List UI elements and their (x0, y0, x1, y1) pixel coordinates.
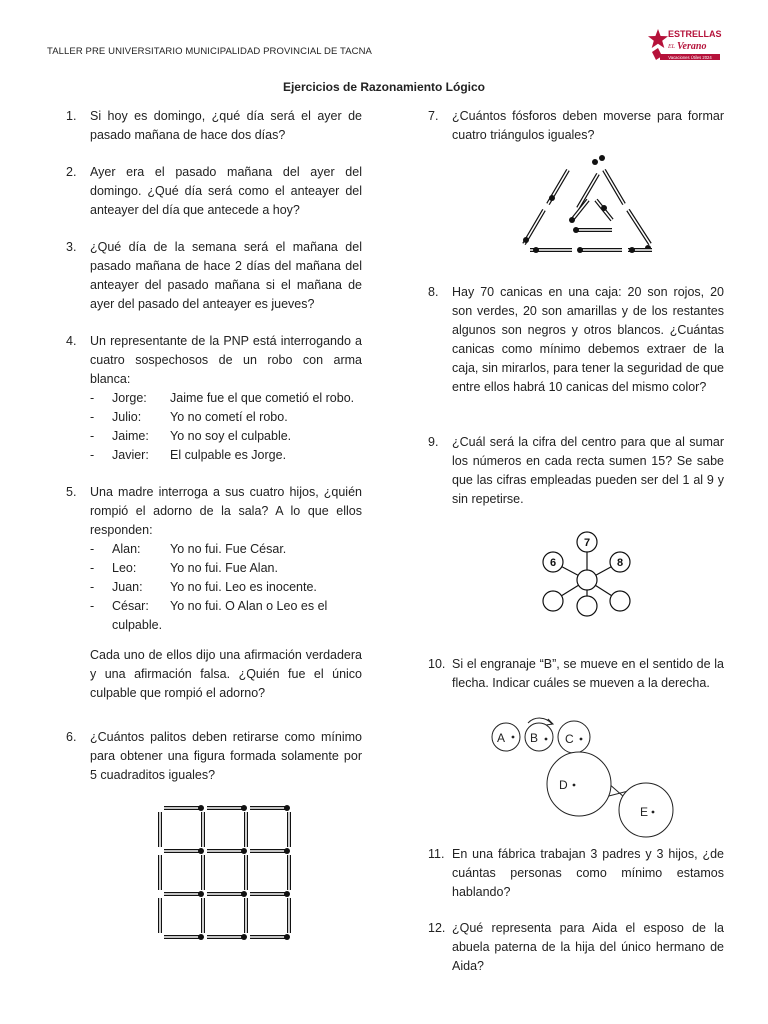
gear-c-label: C (565, 732, 574, 746)
matchstick (207, 805, 247, 811)
matchstick (207, 848, 247, 854)
matchstick (164, 891, 204, 897)
logo-line3: Vacaciones Útiles 2024 (668, 54, 712, 60)
matchstick (164, 934, 204, 940)
statement: - César: Yo no fui. O Alan o Leo es el culpable. (90, 599, 328, 632)
statement: - Javier: El culpable es Jorge. (90, 448, 287, 462)
number-star-figure (535, 528, 637, 618)
matchstick-grid-figure (150, 800, 300, 950)
question-text: Ayer era el pasado mañana del ayer del domingo. ¿Qué día será como el anteayer del anteayer del día que antecede a hoy? (90, 165, 362, 217)
statement: - Jaime: Yo no soy el culpable. (90, 429, 292, 443)
page-title: Ejercicios de Razonamiento Lógico (282, 80, 486, 94)
question-4 (66, 332, 362, 465)
question-text: ¿Cuál será la cifra del centro para que al sumar los números en cada recta sumen 15? Se sabe que las cifras empleadas pueden ser del 1 al 9 y sin repetirse. (452, 435, 724, 506)
question-6 (66, 728, 362, 785)
matchstick (250, 891, 290, 897)
question-number: 1. (66, 109, 77, 123)
question-number: 7. (428, 109, 439, 123)
question-number: 3. (66, 240, 77, 254)
question-text: Una madre interroga a sus cuatro hijos, ¿quién rompió el adorno de la sala? A lo que ellos responden: (90, 485, 362, 537)
question-text: Si el engranaje “B”, se mueve en el sentido de la flecha. Indicar cuáles se mueven a la derecha. (452, 657, 724, 690)
question-number: 11. (428, 847, 445, 861)
statement: - Jorge: Jaime fue el que cometió el robo. (90, 391, 355, 405)
bottom-left-circle (543, 591, 563, 611)
gear-c (558, 721, 590, 753)
question-text: Un representante de la PNP está interrogando a cuatro sospechosos de un robo con arma blanca: (90, 334, 362, 386)
question-text: En una fábrica trabajan 3 padres y 3 hijos, ¿de cuántas personas como mínimo estamos hablando? (452, 847, 724, 899)
gear-e-label: E (640, 805, 649, 819)
statement: - Leo: Yo no fui. Fue Alan. (90, 561, 278, 575)
question-number: 5. (66, 485, 77, 499)
logo-el: EL (668, 44, 676, 50)
question-number: 9. (428, 435, 439, 449)
question-number: 10. (428, 657, 446, 671)
question-9 (428, 433, 724, 509)
matchstick (530, 247, 572, 253)
bottom-right-circle (610, 591, 630, 611)
matchstick (599, 155, 624, 204)
question-text: Si hoy es domingo, ¿qué día será el ayer de pasado mañana de hace dos días? (90, 109, 362, 142)
question-text: ¿Qué representa para Aida el esposo de la abuela paterna de la hija del único hermano de Aida? (452, 921, 724, 973)
matchstick (548, 170, 568, 204)
question-followup: Cada uno de ellos dijo una afirmación verdadera y una afirmación falsa. ¿Quién fue el único culpable que rompió el adorno? (90, 648, 362, 700)
matchstick (207, 891, 247, 897)
question-2 (66, 163, 362, 220)
matchstick (250, 934, 290, 940)
matchstick (628, 210, 651, 251)
question-5 (66, 483, 362, 703)
logo-line1: ESTRELLAS (668, 29, 722, 39)
statement: - Juan: Yo no fui. Leo es inocente. (90, 580, 317, 594)
bottom-circle (577, 596, 597, 616)
star-icon (648, 29, 668, 48)
question-10 (428, 655, 724, 693)
question-text: ¿Cuántos palitos deben retirarse como mínimo para obtener una figura formada solamente por 5 cuadraditos iguales? (90, 730, 362, 782)
matchstick (523, 210, 544, 244)
gear-a-label: A (497, 731, 506, 745)
question-text: ¿Qué día de la semana será el mañana del pasado mañana de hace 2 días del mañana del anteayer del pasado mañana si el mañana de ayer del pasado del anteayer es jueves? (90, 240, 362, 311)
right-value: 8 (616, 557, 624, 569)
matchstick (250, 848, 290, 854)
question-11 (428, 845, 724, 902)
matchstick (164, 805, 204, 811)
gear-d-label: D (559, 778, 568, 792)
question-number: 2. (66, 165, 77, 179)
question-number: 8. (428, 285, 439, 299)
matchstick (577, 247, 622, 253)
matchstick (207, 934, 247, 940)
matchstick (573, 227, 612, 233)
question-12 (428, 919, 724, 976)
estrellas-verano-logo (648, 26, 724, 66)
top-value: 7 (583, 537, 591, 549)
statement: - Alan: Yo no fui. Fue César. (90, 542, 287, 556)
left-value: 6 (549, 557, 557, 569)
institution-header: TALLER PRE UNIVERSITARIO MUNICIPALIDAD PROVINCIAL DE TACNA (47, 46, 372, 57)
gear-d (547, 752, 611, 816)
question-text: Hay 70 canicas en una caja: 20 son rojos, 20 son verdes, 20 son amarillas y de los restantes algunos son negros y otros blancos. ¿Cuántas canicas como mínimo debemos extraer de la caja, sin mirarlos, para tener la seguridad de que entre ellos habrá 10 canicas del mismo color? (452, 285, 724, 394)
question-7 (428, 107, 724, 145)
matchstick-triangles-figure (512, 150, 662, 265)
gear-b-label: B (530, 731, 539, 745)
question-8 (428, 283, 724, 397)
question-number: 4. (66, 334, 77, 348)
question-number: 12. (428, 921, 446, 935)
question-3 (66, 238, 362, 314)
question-number: 6. (66, 730, 77, 744)
gears-figure (488, 712, 688, 842)
question-text: ¿Cuántos fósforos deben moverse para formar cuatro triángulos iguales? (452, 109, 724, 142)
matchstick (164, 848, 204, 854)
matchstick (596, 200, 612, 220)
statement: - Julio: Yo no cometí el robo. (90, 410, 288, 424)
logo-line2: Verano (677, 41, 707, 52)
question-1 (66, 107, 362, 145)
center-circle (577, 570, 597, 590)
matchstick (250, 805, 290, 811)
